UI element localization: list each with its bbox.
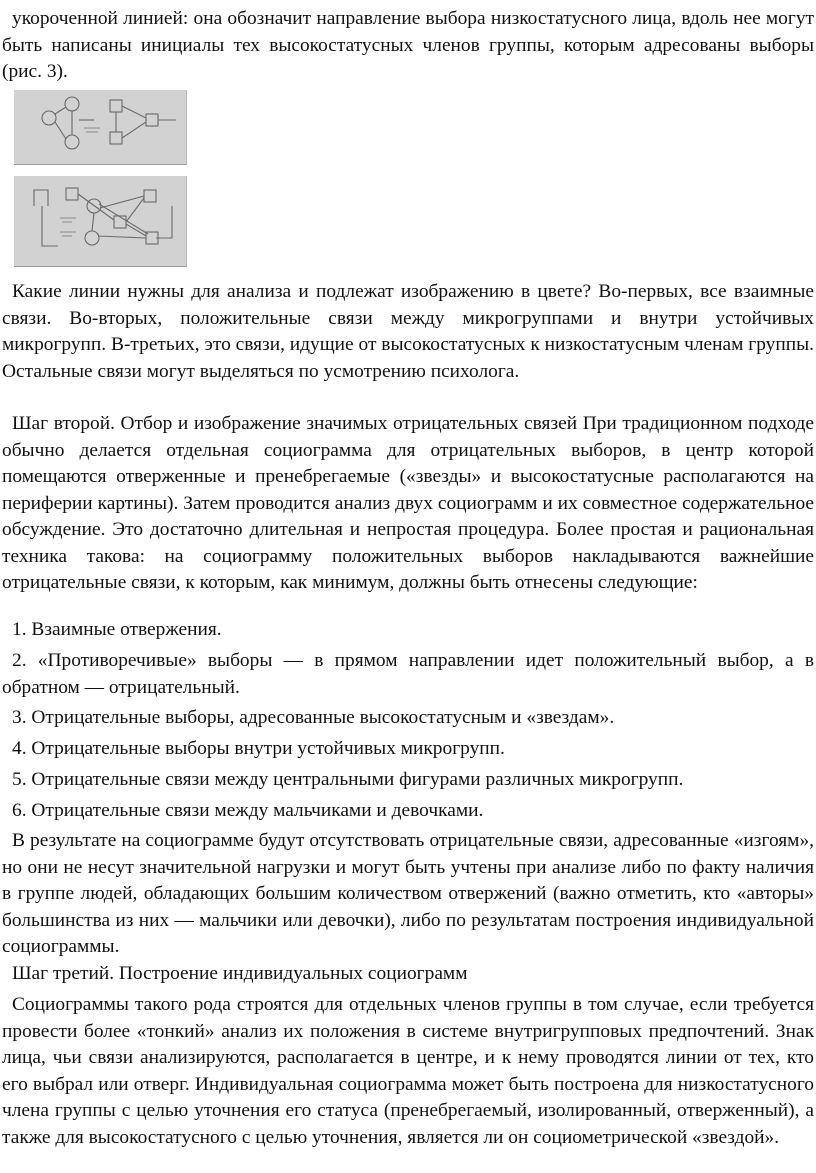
figure-sociogram-top [14,90,187,165]
sociogram-diagram-1 [14,90,186,164]
paragraph-lines-needed: Какие линии нужны для анализа и подлежат изображению в цвете? Во-первых, все взаимные связи. Во-вторых, положительные связи между микрогруппами и внутри устойчивых микрогрупп. В-третьих, это связи, идущие от высокостатусных к низкостатусным членам группы. Остальные связи могут выделяться по усмотрению психолога. [2,281,814,382]
heading-step-three: Шаг третий. Построение индивидуальных социограмм [12,963,468,984]
paragraph-intro: укороченной линией: она обозначит направление выбора низкостатусного лица, вдоль нее могут быть написаны инициалы тех высокостатусных членов группы, которым адресованы выборы (рис. 3). [2,8,814,82]
paragraph-result: В результате на социограмме будут отсутствовать отрицательные связи, адресованные «изгоям», но они не несут значительной нагрузки и могут быть учтены при анализе либо по факту наличия в группе людей, обладающих большим количеством отвержений (важно отметить, кто «авторы» большинства из них — мальчики или девочки), либо по результатам построения индивидуальной социограммы. [2,830,814,957]
list-item-4: 4. Отрицательные выборы внутри устойчивых микрогрупп. [12,738,505,759]
list-item-3: 3. Отрицательные выборы, адресованные высокостатусным и «звездам». [12,707,615,728]
paragraph-step-two: Шаг второй. Отбор и изображение значимых отрицательных связей При традиционном подходе обычно делается отдельная социограмма для отрицательных выборов, в центр которой помещаются отверженные и пренебрегаемые («звезды» и высокостатусные располагаются на периферии картины). Затем проводится анализ двух социограмм и их совместное содержательное обсуждение. Это достаточно длительная и непростая процедура. Более простая и рациональная техника такова: на социограмму положительных выборов накладываются важнейшие отрицательные связи, к которым, как минимум, должны быть отнесены следующие: [2,413,814,593]
sociogram-diagram-2 [14,176,186,266]
list-item-2: 2. «Противоречивые» выборы — в прямом направлении идет положительный выбор, а в обратном — отрицательный. [2,650,814,698]
list-item-6: 6. Отрицательные связи между мальчиками и девочками. [12,800,484,821]
list-item-5: 5. Отрицательные связи между центральными фигурами различных микрогрупп. [12,769,684,790]
paragraph-individual-sociograms: Социограммы такого рода строятся для отдельных членов группы в том случае, если требуется провести более «тонкий» анализ их положения в системе внутригрупповых предпочтений. Знак лица, чьи связи анализируются, располагается в центре, и к нему проводятся линии от тех, кто его выбрал или отверг. Индивидуальная социограмма может быть построена для низкостатусного члена группы с целью уточнения его статуса (пренебрегаемый, изолированный, отверженный), а также для высокостатусного с целью уточнения, является ли он социометрической «звездой». [2,994,814,1148]
figure-sociogram-bottom [14,176,187,267]
list-item-1: 1. Взаимные отвержения. [12,619,222,640]
